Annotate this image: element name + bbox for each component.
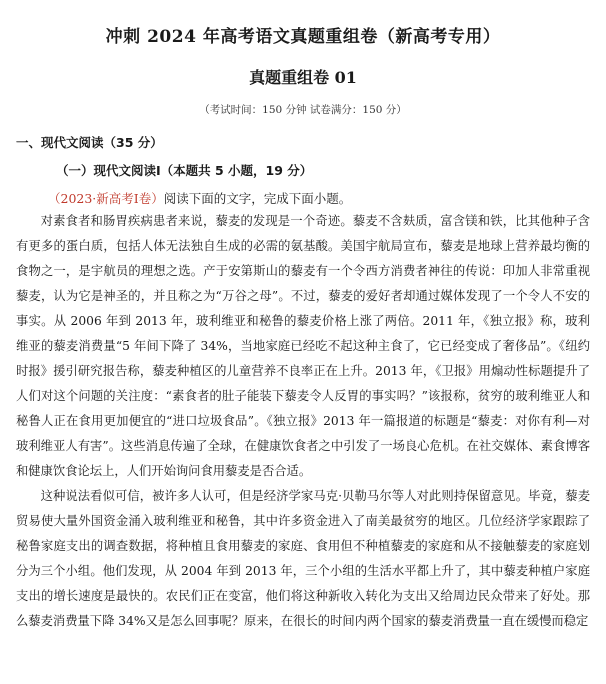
- instruction-text: 阅读下面的文字，完成下面小题。: [163, 191, 352, 206]
- document-title: 冲刺 2024 年高考语文真题重组卷（新高考专用）: [105, 27, 501, 47]
- passage-paragraph: 对素食者和肠胃疾病患者来说，藜麦的发现是一个奇迹。藜麦不含麸质，富含镁和铁，比其他种子含有更多的蛋白质，包括人体无法独自生成的必需的氨基酸。美国宇航局宣布，藜麦是地球上营养最均衡的食物之一，是宇航员的理想之选。产于安第斯山的藜麦有一个令西方消费者神往的传说：印加人非常重视藜麦，认为它是神圣的，并且称之为“万谷之母”。不过，藜麦的爱好者却通过媒体发现了一个令人不安的事实。从 2006 年到 2013 年，玻利维亚和秘鲁的藜麦价格上涨了两倍。2011 年，《独立报》称，玻利维亚的藜麦消费量“5 年间下降了 34%，当地家庭已经吃不起这种主食了，它已经变成了奢侈品”。《纽约时报》援引研究报告称，藜麦种植区的儿童营养不良率正在上升。2013 年，《卫报》用煽动性标题提升了人们对这个问题的关注度：“素食者的肚子能装下藜麦令人反胃的事实吗？”该报称，贫穷的玻利维亚人和秘鲁人正在食用更加便宜的“进口垃圾食品”。《独立报》2013 年一篇报道的标题是“藜麦：对你有利—对玻利维亚人有害”。这些消息传遍了全球，在健康饮食者之中引发了一场良心危机。在社交媒体、素食博客和健康饮食论坛上，人们开始询问食用藜麦是否合适。: [16, 214, 590, 478]
- passage-paragraph: 这种说法看似可信，被许多人认可，但是经济学家马克·贝勒马尔等人对此则持保留意见。毕竟，藜麦贸易使大量外国资金涌入玻利维亚和秘鲁，其中许多资金进入了南美最贫穷的地区。几位经济学家跟踪了秘鲁家庭支出的调查数据，将种植且食用藜麦的家庭、食用但不种植藜麦的家庭和从不接触藜麦的家庭划分为三个小组。他们发现，从 2004 年到 2013 年，三个小组的生活水平都上升了，其中藜麦种植户家庭支出的增长速度是最快的。农民们正在变富，他们将这种新收入转化为支出又给周边民众带来了好处。那么藜麦消费量下降 34%又是怎么回事呢？原来，在很长的时间内两个国家的藜麦消费量一直在缓慢而稳定: [16, 489, 590, 628]
- document-subtitle: 真题重组卷 01: [249, 68, 357, 87]
- source-tag: （2023·新高考Ⅰ卷）: [48, 191, 164, 206]
- subsection-heading: （一）现代文阅读Ⅰ（本题共 5 小题，19 分）: [56, 163, 313, 178]
- question-source-line: [48, 189, 590, 207]
- exam-meta: （考试时间：150 分钟 试卷满分：150 分）: [199, 104, 407, 116]
- passage: [16, 209, 590, 634]
- section-heading: 一、现代文阅读（35 分）: [16, 135, 163, 150]
